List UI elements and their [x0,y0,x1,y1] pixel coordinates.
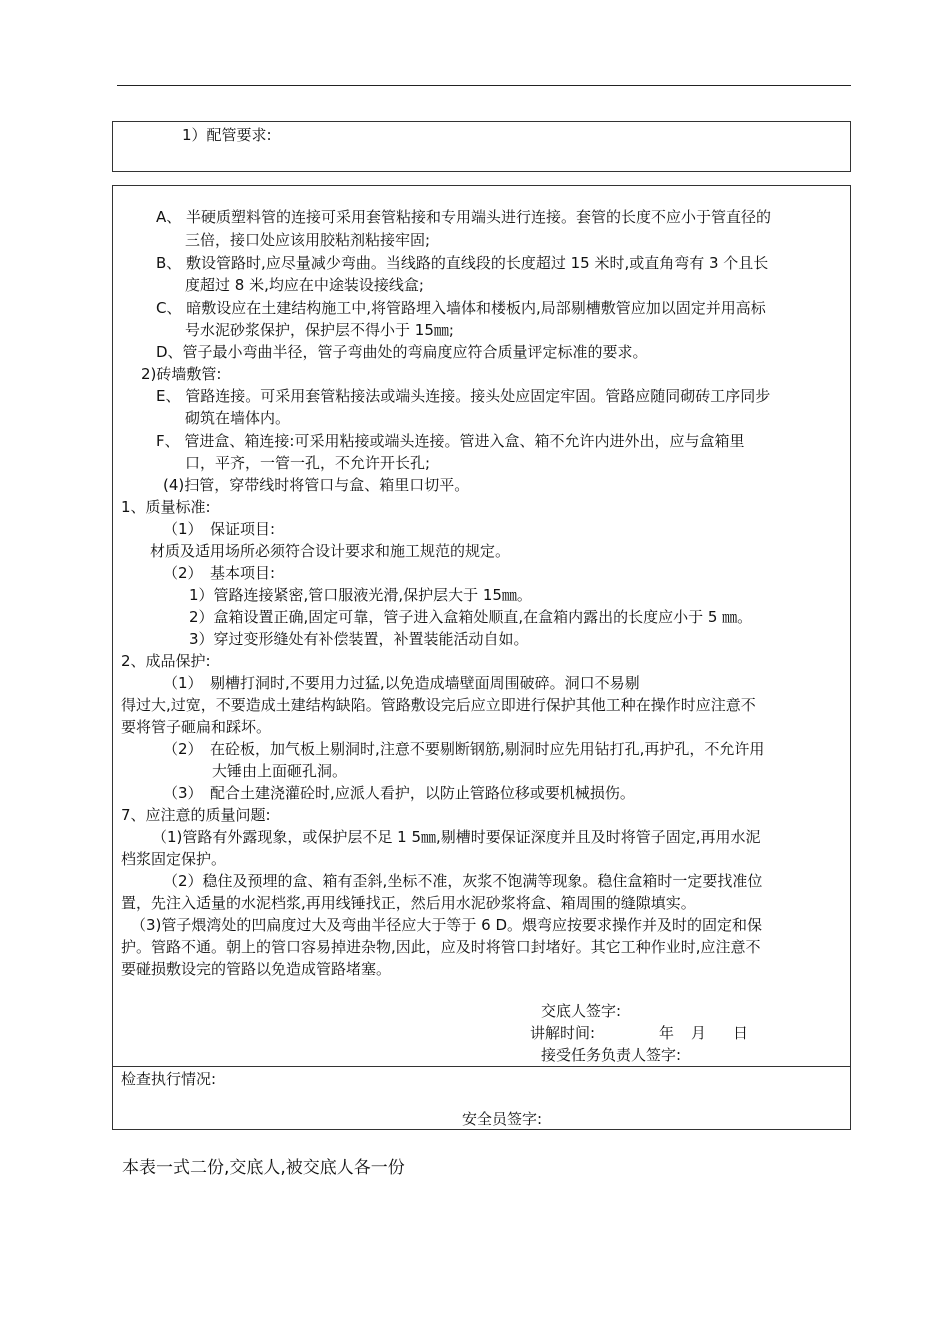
item-a-line1: A、 半硬质塑料管的连接可采用套管粘接和专用端头进行连接。套管的长度不应小于管直径的 [156,208,772,226]
item-d: D、管子最小弯曲半径，管子弯曲处的弯扁度应符合质量评定标准的要求。 [156,343,648,361]
receiver-signature-label: 接受任务负责人签字: [541,1046,682,1064]
issue-3-line2: 护。管路不通。朝上的管口容易掉进杂物,因此，应及时将管口封堵好。其它工种作业时,应注意不 [121,938,761,956]
header-rule [117,85,851,86]
quality-item-1-text: 材质及适用场所必须符合设计要求和施工规范的规定。 [150,542,511,560]
item-c-line1: C、 暗敷设应在土建结构施工中,将管路埋入墙体和楼板内,局部剔槽敷管应加以固定并用高标 [156,299,766,317]
quality-item-2-1: 1）管路连接紧密,管口服液光滑,保护层大于 15㎜。 [189,586,532,604]
protection-heading: 2、成品保护: [121,652,211,670]
issue-3-line1: （3)管子煨湾处的凹扁度过大及弯曲半径应大于等于 6 D。煨弯应按要求操作并及时的固定和保 [131,916,763,934]
issue-3-line3: 要碰损敷设完的管路以免造成管路堵塞。 [121,960,392,978]
item-a-line2: 三倍，接口处应该用胶粘剂粘接牢固; [185,231,431,249]
quality-item-2-2: 2）盒箱设置正确,固定可靠，管子进入盒箱处顺直,在盒箱内露出的长度应小于 5 ㎜。 [189,608,753,626]
footer-note: 本表一式二份,交底人,被交底人各一份 [122,1158,405,1178]
quality-item-2-3: 3）穿过变形缝处有补偿装置，补置装能活动自如。 [189,630,529,648]
briefing-time-label: 讲解时间: [530,1024,596,1042]
item-f-line2: 口，平齐，一管一孔，不允许开长孔; [185,454,431,472]
inspection-label: 检查执行情况: [121,1070,217,1088]
item-f-line1: F、 管进盒、箱连接:可采用粘接或端头连接。管进入盒、箱不允许内进外出，应与盒箱里 [156,432,745,450]
month-label: 月 [691,1024,707,1042]
year-label: 年 [659,1024,675,1042]
safety-officer-signature-label: 安全员签字: [462,1110,543,1128]
quality-item-2: （2） 基本项目: [163,564,276,582]
handover-signature-label: 交底人签字: [541,1002,622,1020]
item-b-line1: B、 敷设管路时,应尽量减少弯曲。当线路的直线段的长度超过 15 米时,或直角弯有 3 个且长 [156,254,769,272]
issue-1-line2: 档浆固定保护。 [121,850,227,868]
protection-1-line3: 要将管子砸扁和踩坏。 [121,718,272,736]
issue-2-line2: 置，先注入适量的水泥档浆,再用线锤找正，然后用水泥砂浆将盒、箱周围的缝隙填实。 [121,894,696,912]
protection-2-line1: （2） 在砼板，加气板上剔洞时,注意不要剔断钢筋,剔洞时应先用钻打孔,再护孔，不允许用 [163,740,765,758]
section-heading: 1）配管要求: [182,126,272,144]
item-b-line2: 度超过 8 米,均应在中途装设接线盒; [185,276,424,294]
quality-issues-heading: 7、应注意的质量问题: [121,806,271,824]
quality-item-1: （1） 保证项目: [163,520,276,538]
day-label: 日 [733,1024,749,1042]
protection-1-line1: （1） 剔槽打洞时,不要用力过猛,以免造成墙壁面周围破碎。洞口不易剔 [163,674,640,692]
item-4: (4)扫管，穿带线时将管口与盒、箱里口切平。 [163,476,470,494]
brick-wall-heading: 2)砖墙敷管: [141,365,222,383]
protection-3: （3） 配合土建浇灌砼时,应派人看护，以防止管路位移或要机械损伤。 [163,784,635,802]
issue-2-line1: （2）稳住及预埋的盒、箱有歪斜,坐标不准，灰浆不饱满等现象。稳住盒箱时一定要找准位 [163,872,763,890]
quality-standard-heading: 1、质量标准: [121,498,211,516]
issue-1-line1: （1)管路有外露现象，或保护层不足 1 5㎜,剔槽时要保证深度并且及时将管子固定,再用水泥 [152,828,761,846]
item-e-line1: E、 管路连接。可采用套管粘接法或端头连接。接头处应固定牢固。管路应随同砌砖工序同步 [156,387,771,405]
item-c-line2: 号水泥砂浆保护，保护层不得小于 15㎜; [185,321,454,339]
protection-1-line2: 得过大,过宽，不要造成土建结构缺陷。管路敷设完后应立即进行保护其他工种在操作时应注意不 [121,696,756,714]
protection-2-line2: 大锤由上面砸孔洞。 [212,762,348,780]
item-e-line2: 砌筑在墙体内。 [185,409,291,427]
